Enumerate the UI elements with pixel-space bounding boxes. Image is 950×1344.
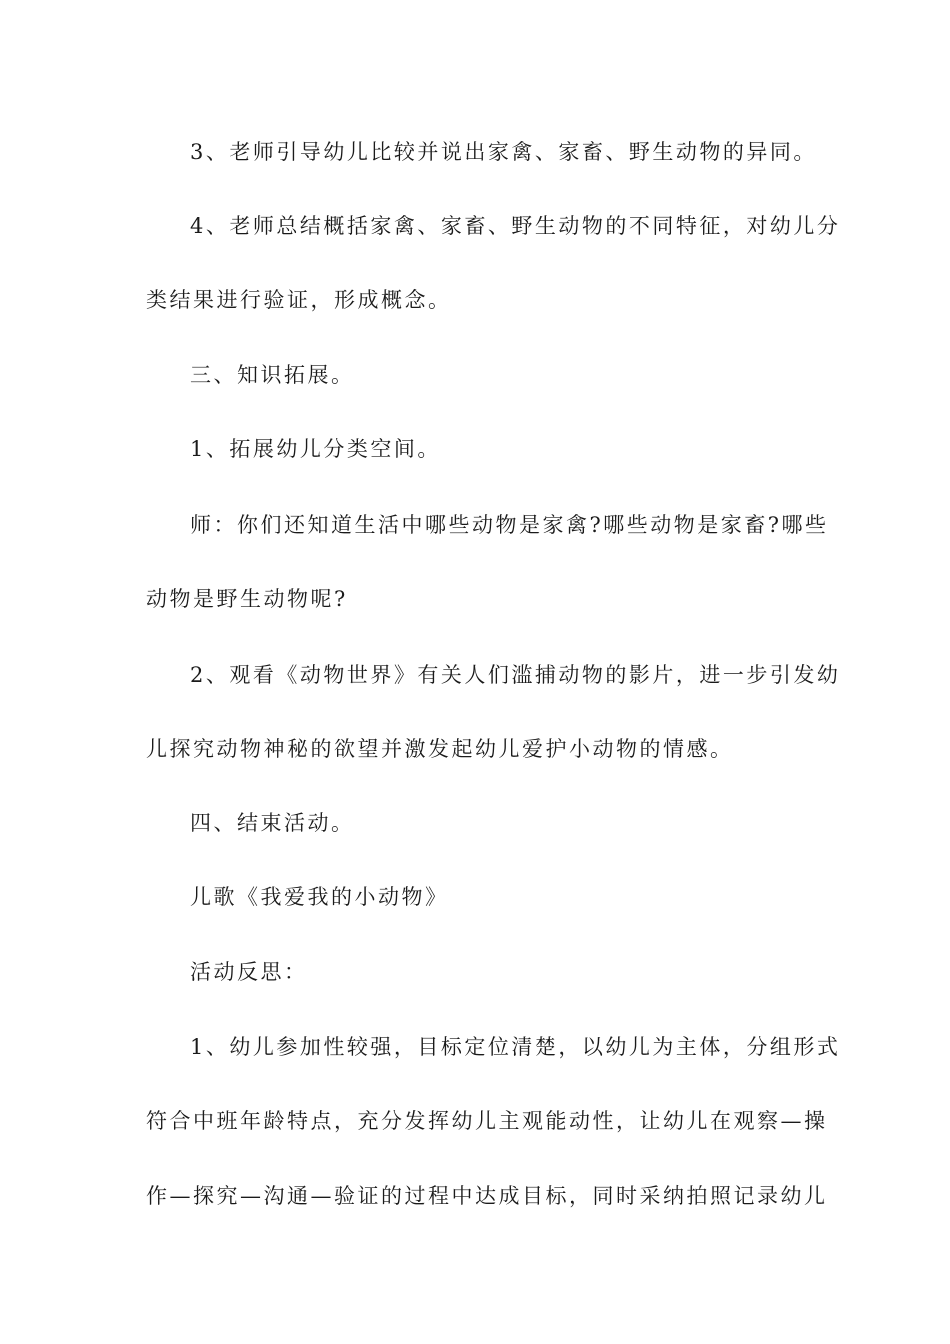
paragraph-line-3: 类结果进行验证，形成概念。 bbox=[146, 288, 452, 312]
song-title-line: 儿歌《我爱我的小动物》 bbox=[190, 885, 449, 909]
section-heading-4: 四、结束活动。 bbox=[190, 811, 355, 835]
paragraph-line-1: 3、老师引导幼儿比较并说出家禽、家畜、野生动物的异同。 bbox=[190, 140, 817, 164]
paragraph-line-14: 符合中班年龄特点，充分发挥幼儿主观能动性，让幼儿在观察—操 bbox=[146, 1109, 828, 1133]
paragraph-line-5: 1、拓展幼儿分类空间。 bbox=[190, 437, 441, 461]
section-heading-3: 三、知识拓展。 bbox=[190, 363, 355, 387]
paragraph-line-6: 师：你们还知道生活中哪些动物是家禽?哪些动物是家畜?哪些 bbox=[190, 513, 829, 537]
paragraph-line-13: 1、幼儿参加性较强，目标定位清楚，以幼儿为主体，分组形式 bbox=[190, 1035, 841, 1059]
paragraph-line-7: 动物是野生动物呢? bbox=[146, 587, 348, 611]
paragraph-line-2: 4、老师总结概括家禽、家畜、野生动物的不同特征，对幼儿分 bbox=[190, 214, 841, 238]
paragraph-line-15: 作—探究—沟通—验证的过程中达成目标，同时采纳拍照记录幼儿 bbox=[146, 1184, 828, 1208]
paragraph-line-9: 儿探究动物神秘的欲望并激发起幼儿爱护小动物的情感。 bbox=[146, 737, 734, 761]
reflection-heading: 活动反思： bbox=[190, 960, 308, 984]
paragraph-line-8: 2、观看《动物世界》有关人们滥捕动物的影片，进一步引发幼 bbox=[190, 663, 841, 687]
